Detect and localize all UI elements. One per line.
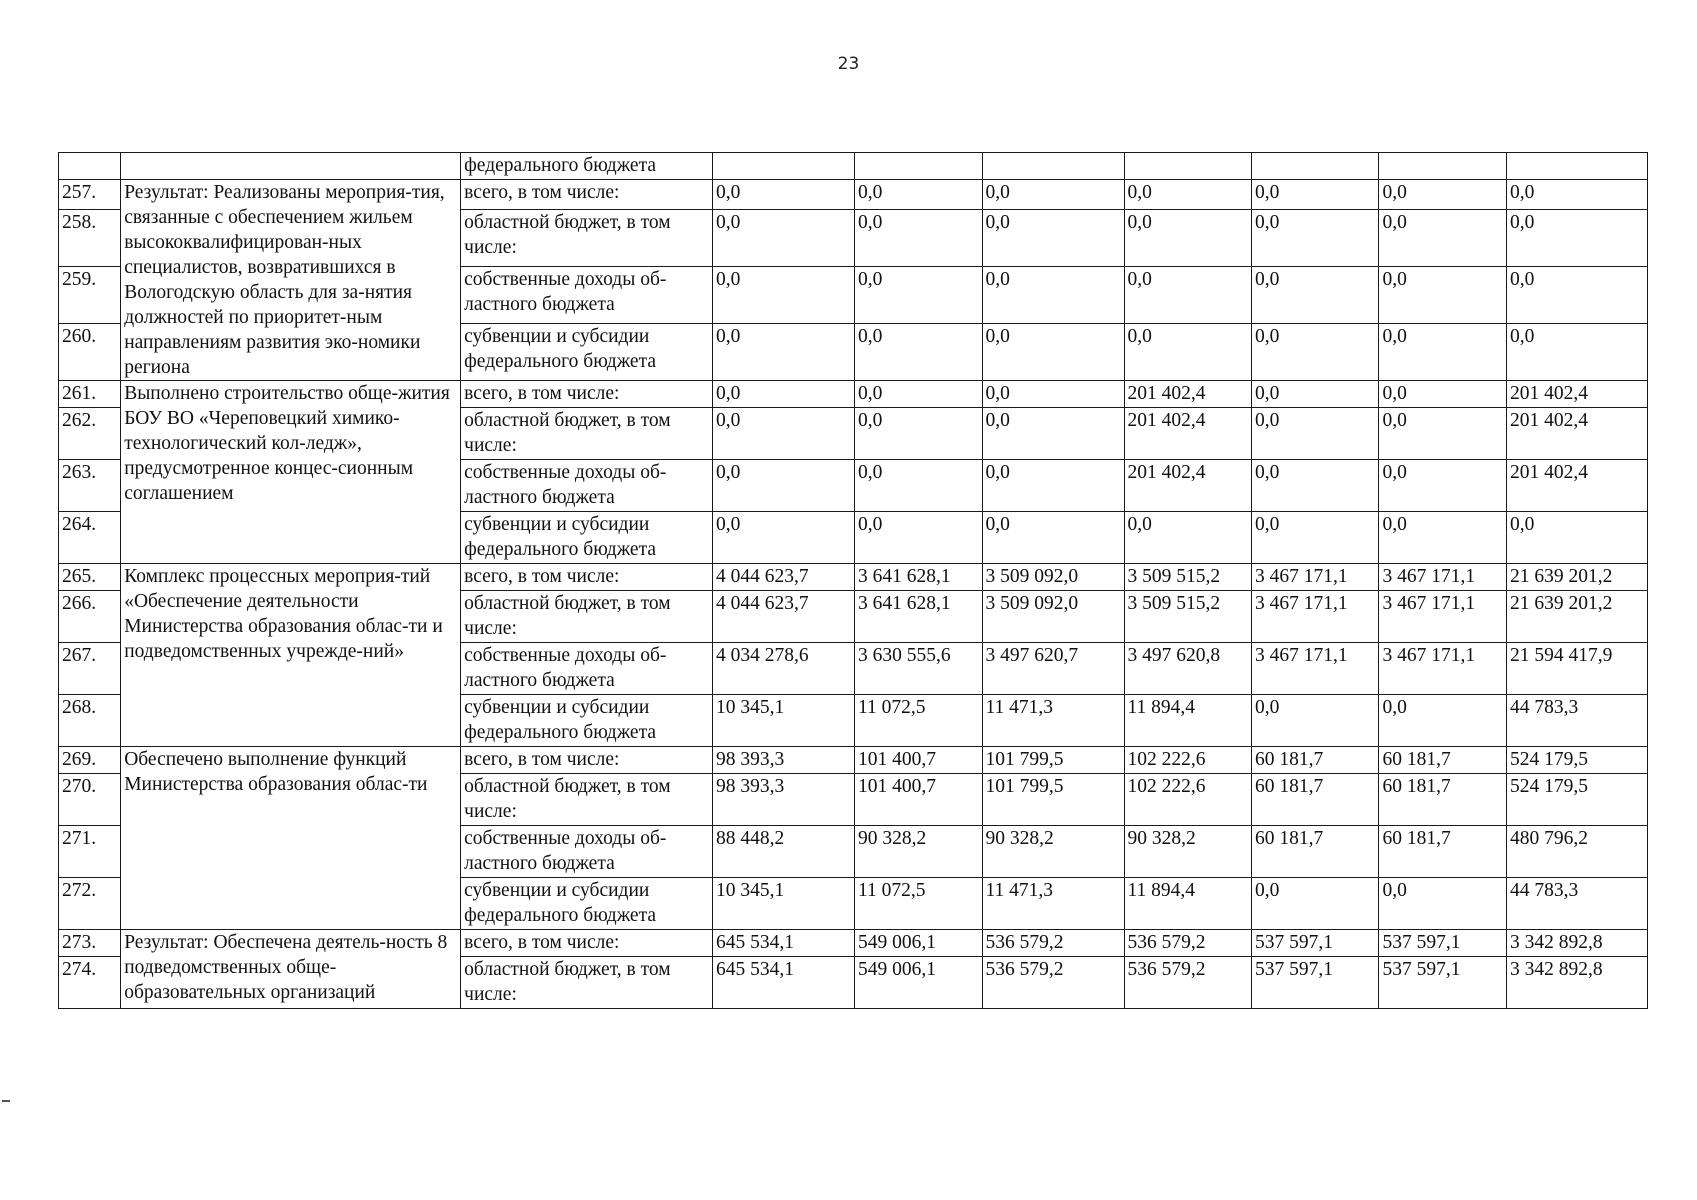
value-cell: 0,0 xyxy=(1506,323,1647,380)
row-index-cell: 269. xyxy=(59,747,121,774)
value-cell: 0,0 xyxy=(1379,460,1506,512)
value-cell: 0,0 xyxy=(855,408,982,460)
value-cell: 480 796,2 xyxy=(1506,826,1647,878)
value-cell xyxy=(1379,153,1506,180)
value-cell: 0,0 xyxy=(1379,512,1506,564)
description-cell xyxy=(121,153,461,180)
value-cell: 0,0 xyxy=(855,180,982,210)
funding-type-cell: собственные доходы об-ластного бюджета xyxy=(461,826,713,878)
value-cell: 0,0 xyxy=(982,408,1124,460)
value-cell: 3 467 171,1 xyxy=(1252,643,1379,695)
row-index-cell: 260. xyxy=(59,323,121,380)
value-cell: 4 044 623,7 xyxy=(713,564,855,591)
table-row xyxy=(59,180,1648,210)
funding-type-cell: областной бюджет, в том числе: xyxy=(461,209,713,266)
value-cell: 11 471,3 xyxy=(982,695,1124,747)
value-cell: 21 639 201,2 xyxy=(1506,564,1647,591)
description-cell: Комплекс процессных мероприя-тий «Обеспечение деятельности Министерства образования облас-ти и подведомственных учрежде-ний» xyxy=(121,564,461,747)
description-cell: Результат: Реализованы мероприя-тия, связанные с обеспечением жильем высококвалифицирован-ных специалистов, возвратившихся в Вологодскую область для за-нятия должностей по приоритет-ным направлениям развития эко-номики региона xyxy=(121,180,461,381)
value-cell: 201 402,4 xyxy=(1124,381,1251,408)
value-cell: 0,0 xyxy=(713,408,855,460)
value-cell: 0,0 xyxy=(1252,878,1379,930)
value-cell: 0,0 xyxy=(1124,266,1251,323)
value-cell: 536 579,2 xyxy=(982,957,1124,1009)
value-cell: 0,0 xyxy=(855,323,982,380)
value-cell: 0,0 xyxy=(1379,878,1506,930)
value-cell xyxy=(855,153,982,180)
value-cell: 0,0 xyxy=(855,209,982,266)
value-cell: 201 402,4 xyxy=(1506,408,1647,460)
value-cell: 0,0 xyxy=(1379,209,1506,266)
value-cell: 3 509 092,0 xyxy=(982,564,1124,591)
value-cell: 21 639 201,2 xyxy=(1506,591,1647,643)
value-cell xyxy=(1506,153,1647,180)
value-cell: 536 579,2 xyxy=(1124,957,1251,1009)
value-cell: 536 579,2 xyxy=(1124,930,1251,957)
value-cell: 537 597,1 xyxy=(1379,957,1506,1009)
value-cell: 0,0 xyxy=(1379,408,1506,460)
value-cell: 3 509 515,2 xyxy=(1124,591,1251,643)
table-row xyxy=(59,930,1648,957)
budget-table xyxy=(58,152,1648,1009)
value-cell: 0,0 xyxy=(713,180,855,210)
value-cell: 0,0 xyxy=(1379,695,1506,747)
value-cell: 0,0 xyxy=(713,460,855,512)
row-index-cell: 258. xyxy=(59,209,121,266)
funding-type-cell: субвенции и субсидии федерального бюджета xyxy=(461,695,713,747)
value-cell: 0,0 xyxy=(713,209,855,266)
funding-type-cell: субвенции и субсидии федерального бюджета xyxy=(461,323,713,380)
value-cell xyxy=(713,153,855,180)
value-cell: 0,0 xyxy=(1379,323,1506,380)
value-cell: 537 597,1 xyxy=(1379,930,1506,957)
value-cell: 3 342 892,8 xyxy=(1506,930,1647,957)
value-cell: 0,0 xyxy=(1506,180,1647,210)
funding-type-cell: всего, в том числе: xyxy=(461,381,713,408)
value-cell: 98 393,3 xyxy=(713,774,855,826)
value-cell: 101 400,7 xyxy=(855,747,982,774)
value-cell: 0,0 xyxy=(855,460,982,512)
description-cell: Результат: Обеспечена деятель-ность 8 подведомственных обще-образовательных организаций xyxy=(121,930,461,1009)
row-index-cell: 257. xyxy=(59,180,121,210)
value-cell: 0,0 xyxy=(982,381,1124,408)
value-cell: 10 345,1 xyxy=(713,878,855,930)
value-cell: 549 006,1 xyxy=(855,957,982,1009)
table-row xyxy=(59,747,1648,774)
value-cell: 102 222,6 xyxy=(1124,747,1251,774)
value-cell: 645 534,1 xyxy=(713,957,855,1009)
value-cell: 101 799,5 xyxy=(982,774,1124,826)
value-cell: 4 044 623,7 xyxy=(713,591,855,643)
value-cell: 11 894,4 xyxy=(1124,695,1251,747)
value-cell: 0,0 xyxy=(982,460,1124,512)
value-cell: 0,0 xyxy=(1506,512,1647,564)
value-cell: 3 641 628,1 xyxy=(855,591,982,643)
funding-type-cell: областной бюджет, в том числе: xyxy=(461,591,713,643)
table-row xyxy=(59,381,1648,408)
value-cell: 3 509 092,0 xyxy=(982,591,1124,643)
value-cell: 11 072,5 xyxy=(855,878,982,930)
value-cell: 0,0 xyxy=(1252,209,1379,266)
value-cell: 0,0 xyxy=(982,512,1124,564)
value-cell xyxy=(1124,153,1251,180)
row-index-cell: 271. xyxy=(59,826,121,878)
description-cell: Выполнено строительство обще-жития БОУ ВО «Череповецкий химико-технологический кол-ледж», предусмотренное концес-сионным соглашением xyxy=(121,381,461,564)
value-cell: 3 467 171,1 xyxy=(1252,591,1379,643)
funding-type-cell: федерального бюджета xyxy=(461,153,713,180)
value-cell: 3 641 628,1 xyxy=(855,564,982,591)
value-cell: 102 222,6 xyxy=(1124,774,1251,826)
funding-type-cell: всего, в том числе: xyxy=(461,180,713,210)
value-cell: 60 181,7 xyxy=(1379,774,1506,826)
row-index-cell: 263. xyxy=(59,460,121,512)
value-cell: 0,0 xyxy=(1506,266,1647,323)
funding-type-cell: субвенции и субсидии федерального бюджета xyxy=(461,878,713,930)
value-cell: 201 402,4 xyxy=(1506,381,1647,408)
funding-type-cell: собственные доходы об-ластного бюджета xyxy=(461,643,713,695)
value-cell: 60 181,7 xyxy=(1252,747,1379,774)
value-cell: 0,0 xyxy=(1506,209,1647,266)
value-cell: 0,0 xyxy=(713,512,855,564)
value-cell: 98 393,3 xyxy=(713,747,855,774)
table-row xyxy=(59,564,1648,591)
value-cell: 537 597,1 xyxy=(1252,930,1379,957)
row-index-cell xyxy=(59,153,121,180)
funding-type-cell: областной бюджет, в том числе: xyxy=(461,774,713,826)
row-index-cell: 268. xyxy=(59,695,121,747)
value-cell: 0,0 xyxy=(1252,460,1379,512)
value-cell: 3 467 171,1 xyxy=(1252,564,1379,591)
value-cell: 0,0 xyxy=(1252,381,1379,408)
value-cell: 3 467 171,1 xyxy=(1379,591,1506,643)
row-index-cell: 264. xyxy=(59,512,121,564)
value-cell xyxy=(1252,153,1379,180)
value-cell: 645 534,1 xyxy=(713,930,855,957)
value-cell: 3 467 171,1 xyxy=(1379,564,1506,591)
value-cell: 0,0 xyxy=(855,512,982,564)
row-index-cell: 262. xyxy=(59,408,121,460)
value-cell xyxy=(982,153,1124,180)
value-cell: 0,0 xyxy=(1124,323,1251,380)
value-cell: 0,0 xyxy=(713,266,855,323)
value-cell: 101 799,5 xyxy=(982,747,1124,774)
value-cell: 0,0 xyxy=(1252,266,1379,323)
value-cell: 10 345,1 xyxy=(713,695,855,747)
row-index-cell: 273. xyxy=(59,930,121,957)
value-cell: 0,0 xyxy=(1379,381,1506,408)
value-cell: 3 342 892,8 xyxy=(1506,957,1647,1009)
row-index-cell: 265. xyxy=(59,564,121,591)
value-cell: 0,0 xyxy=(1124,209,1251,266)
value-cell: 3 509 515,2 xyxy=(1124,564,1251,591)
funding-type-cell: областной бюджет, в том числе: xyxy=(461,957,713,1009)
value-cell: 201 402,4 xyxy=(1506,460,1647,512)
description-cell: Обеспечено выполнение функций Министерства образования облас-ти xyxy=(121,747,461,930)
page-number: 23 xyxy=(837,54,860,74)
value-cell: 0,0 xyxy=(1252,323,1379,380)
value-cell: 60 181,7 xyxy=(1252,774,1379,826)
value-cell: 201 402,4 xyxy=(1124,460,1251,512)
value-cell: 549 006,1 xyxy=(855,930,982,957)
value-cell: 524 179,5 xyxy=(1506,774,1647,826)
value-cell: 201 402,4 xyxy=(1124,408,1251,460)
value-cell: 101 400,7 xyxy=(855,774,982,826)
value-cell: 21 594 417,9 xyxy=(1506,643,1647,695)
value-cell: 90 328,2 xyxy=(982,826,1124,878)
funding-type-cell: всего, в том числе: xyxy=(461,564,713,591)
value-cell: 90 328,2 xyxy=(855,826,982,878)
value-cell: 0,0 xyxy=(855,266,982,323)
row-index-cell: 272. xyxy=(59,878,121,930)
value-cell: 44 783,3 xyxy=(1506,695,1647,747)
row-index-cell: 267. xyxy=(59,643,121,695)
value-cell: 0,0 xyxy=(1379,180,1506,210)
row-index-cell: 274. xyxy=(59,957,121,1009)
value-cell: 0,0 xyxy=(1124,180,1251,210)
value-cell: 0,0 xyxy=(982,266,1124,323)
value-cell: 0,0 xyxy=(1252,180,1379,210)
value-cell: 537 597,1 xyxy=(1252,957,1379,1009)
value-cell: 11 471,3 xyxy=(982,878,1124,930)
value-cell: 44 783,3 xyxy=(1506,878,1647,930)
funding-type-cell: собственные доходы об-ластного бюджета xyxy=(461,266,713,323)
value-cell: 0,0 xyxy=(713,323,855,380)
funding-type-cell: областной бюджет, в том числе: xyxy=(461,408,713,460)
value-cell: 90 328,2 xyxy=(1124,826,1251,878)
value-cell: 0,0 xyxy=(855,381,982,408)
value-cell: 88 448,2 xyxy=(713,826,855,878)
value-cell: 0,0 xyxy=(1252,512,1379,564)
value-cell: 60 181,7 xyxy=(1379,747,1506,774)
scan-tick-mark xyxy=(2,1100,10,1102)
row-index-cell: 259. xyxy=(59,266,121,323)
value-cell: 0,0 xyxy=(982,209,1124,266)
funding-type-cell: всего, в том числе: xyxy=(461,747,713,774)
row-index-cell: 266. xyxy=(59,591,121,643)
value-cell: 3 467 171,1 xyxy=(1379,643,1506,695)
value-cell: 0,0 xyxy=(982,323,1124,380)
value-cell: 4 034 278,6 xyxy=(713,643,855,695)
value-cell: 0,0 xyxy=(982,180,1124,210)
table-row-continued xyxy=(59,153,1648,180)
value-cell: 3 630 555,6 xyxy=(855,643,982,695)
value-cell: 3 497 620,8 xyxy=(1124,643,1251,695)
value-cell: 60 181,7 xyxy=(1379,826,1506,878)
value-cell: 11 072,5 xyxy=(855,695,982,747)
value-cell: 0,0 xyxy=(1252,408,1379,460)
value-cell: 60 181,7 xyxy=(1252,826,1379,878)
value-cell: 524 179,5 xyxy=(1506,747,1647,774)
value-cell: 0,0 xyxy=(1252,695,1379,747)
funding-type-cell: собственные доходы об-ластного бюджета xyxy=(461,460,713,512)
value-cell: 0,0 xyxy=(713,381,855,408)
row-index-cell: 261. xyxy=(59,381,121,408)
value-cell: 0,0 xyxy=(1124,512,1251,564)
funding-type-cell: субвенции и субсидии федерального бюджета xyxy=(461,512,713,564)
value-cell: 11 894,4 xyxy=(1124,878,1251,930)
row-index-cell: 270. xyxy=(59,774,121,826)
value-cell: 0,0 xyxy=(1379,266,1506,323)
value-cell: 536 579,2 xyxy=(982,930,1124,957)
funding-type-cell: всего, в том числе: xyxy=(461,930,713,957)
value-cell: 3 497 620,7 xyxy=(982,643,1124,695)
